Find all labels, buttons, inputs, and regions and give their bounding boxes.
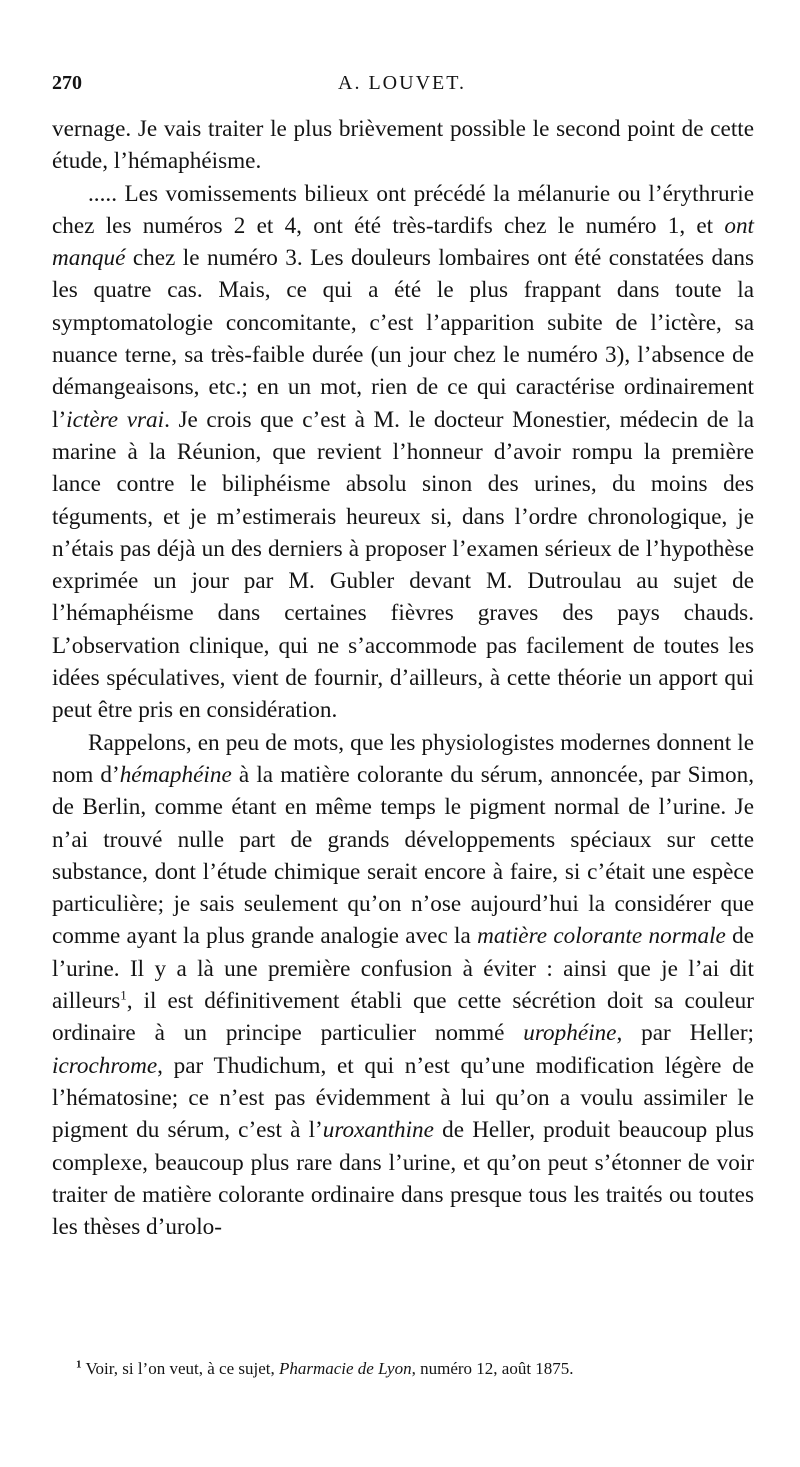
- text-run: . Je crois que c’est à M. le docteur Monestier, médecin de la marine à la Réunion, que revient l’honneur d’avoir rompu la première lance contre le biliphéisme absolu sinon des urines, du moins des téguments, et je m’estimerais heureux si, dans l’ordre chronologique, je n’étais pas déjà un des derniers à proposer l’examen sérieux de l’hypothèse exprimée un jour par M. Gubler devant M. Dutroulau au sujet de l’hémaphéisme dans certaines fièvres graves des pays chauds. L’observation clinique, qui ne s’accommode pas facilement de toutes les idées spéculatives, vient de fournir, d’ailleurs, à cette théorie un apport qui peut être pris en considération.: [52, 406, 754, 724]
- paragraph: [52, 113, 754, 178]
- italic-phrase: Pharmacie de Lyon: [278, 1359, 412, 1378]
- italic-phrase: ont manqué: [52, 212, 754, 272]
- text-run: Voir, si l’on veut, à ce sujet,: [81, 1359, 279, 1378]
- running-title: A. LOUVET.: [338, 72, 466, 94]
- paragraph: [52, 178, 754, 727]
- page-number: 270: [52, 72, 82, 94]
- text-run: de Heller, produit beaucoup plus complexe, beaucoup plus rare dans l’urine, et qu’on peut s’étonner de voir traiter de matière colorante ordinaire dans presque tous les traités ou toutes les thèses d’urolo-: [52, 1117, 754, 1241]
- text-run: chez le numéro 3. Les douleurs lombaires ont été constatées dans les quatre cas. Mais, ce qui a été le plus frappant dans toute la symptomatologie concomitante, c’est l’apparition subite de l’ictère, sa nuance terne, sa très-faible durée (un jour chez le numéro 3), l’absence de démangeaisons, etc.; en un mot, rien de ce qui caractérise ordinairement l’: [52, 245, 754, 433]
- text-run: , numéro 12, août 1875.: [411, 1359, 574, 1378]
- italic-phrase: uroxanthine: [322, 1117, 434, 1144]
- text-run: ..... Les vomissements bilieux ont précédé la mélanurie ou l’érythrurie chez les numéros 2 et 4, ont été très-tardifs chez le numéro 1, et: [52, 180, 754, 239]
- italic-phrase: urophéine: [523, 1020, 617, 1047]
- footnote-marker: 1: [76, 1358, 82, 1371]
- text-run: , il est définitivement établi que cette sécrétion doit sa couleur ordinaire à un principe particulier nommé: [52, 988, 754, 1047]
- italic-phrase: hémaphéine: [119, 761, 232, 788]
- text-run: , par Thudichum, et qui n’est qu’une modification légère de l’hématosine; ce n’est pas évidemment à lui qu’on a voulu assimiler le pigment du sérum, c’est à l’: [52, 1052, 754, 1144]
- text-run: de l’urine. Il y a là une première confusion à éviter : ainsi que je l’ai dit ailleurs: [52, 923, 754, 1015]
- paragraph: [52, 727, 754, 1244]
- text-run: à la matière colorante du sérum, annoncée, par Simon, de Berlin, comme étant en même temps le pigment normal de l’urine. Je n’ai trouvé nulle part de grands développements spéciaux sur cette substance, dont l’étude chimique serait encore à faire, si c’était une espèce particulière; je sais seulement qu’on n’ose aujourd’hui la considérer que comme ayant la plus grande analogie avec la: [52, 761, 754, 950]
- text-run: , par Heller;: [616, 1020, 755, 1047]
- italic-phrase: matière colorante normale: [477, 923, 726, 950]
- italic-phrase: ictère vrai: [66, 406, 165, 433]
- text-run: Rappelons, en peu de mots, que les physiologistes modernes donnent le nom d’: [52, 729, 754, 788]
- footnote-text: [82, 1359, 574, 1378]
- body-text: [52, 113, 754, 1243]
- text-run: vernage. Je vais traiter le plus brièvement possible le second point de cette étude, l’hémaphéisme.: [52, 116, 754, 175]
- page-header: [52, 72, 752, 102]
- footnote-reference: 1: [120, 987, 127, 1003]
- footnote: [52, 1358, 754, 1380]
- italic-phrase: icrochrome: [52, 1052, 158, 1079]
